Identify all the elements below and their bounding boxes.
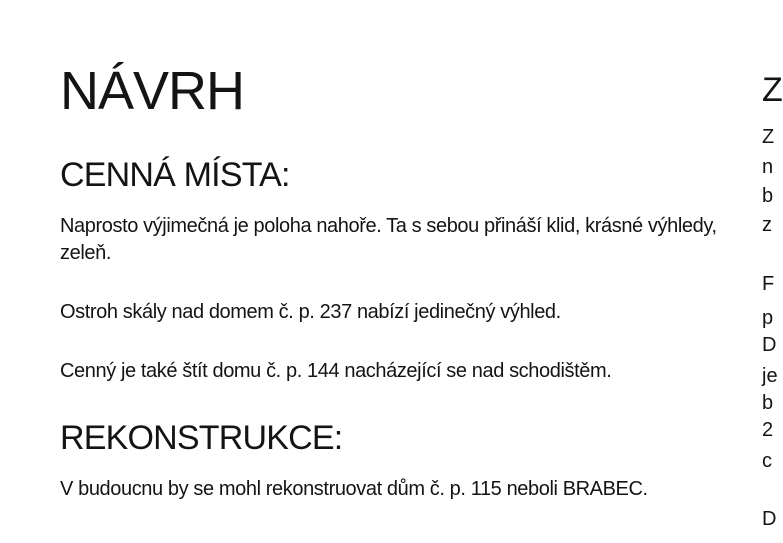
- paragraph: Naprosto výjimečná je poloha nahoře. Ta s sebou přináší klid, krásné výhledy, zeleň.: [60, 215, 717, 264]
- paragraph: Ostroh skály nad domem č. p. 237 nabízí jedinečný výhled.: [60, 301, 561, 323]
- page-title: NÁVRH: [60, 61, 245, 121]
- right-column-line: F: [762, 273, 775, 295]
- right-column-line: z: [762, 214, 772, 236]
- right-column-line: D: [762, 508, 777, 530]
- right-column-line: D: [762, 334, 777, 356]
- paragraph: V budoucnu by se mohl rekonstruovat dům č. p. 115 neboli BRABEC.: [60, 478, 648, 500]
- right-column-title: Z: [762, 71, 783, 109]
- right-column-line: 2: [762, 419, 774, 441]
- right-column-line: b: [762, 392, 774, 414]
- right-column-cropped: [758, 0, 783, 543]
- right-column-line: n: [762, 156, 774, 178]
- section-heading-cenna-mista: CENNÁ MÍSTA:: [60, 156, 290, 194]
- right-column-line: b: [762, 185, 774, 207]
- right-column-line: c: [762, 450, 772, 472]
- paragraph: Cenný je také štít domu č. p. 144 nacházející se nad schodištěm.: [60, 360, 612, 382]
- right-column-line: p: [762, 307, 774, 329]
- right-column-line: je: [762, 365, 778, 387]
- section-heading-rekonstrukce: REKONSTRUKCE:: [60, 419, 343, 457]
- right-column-line: Z: [762, 126, 775, 148]
